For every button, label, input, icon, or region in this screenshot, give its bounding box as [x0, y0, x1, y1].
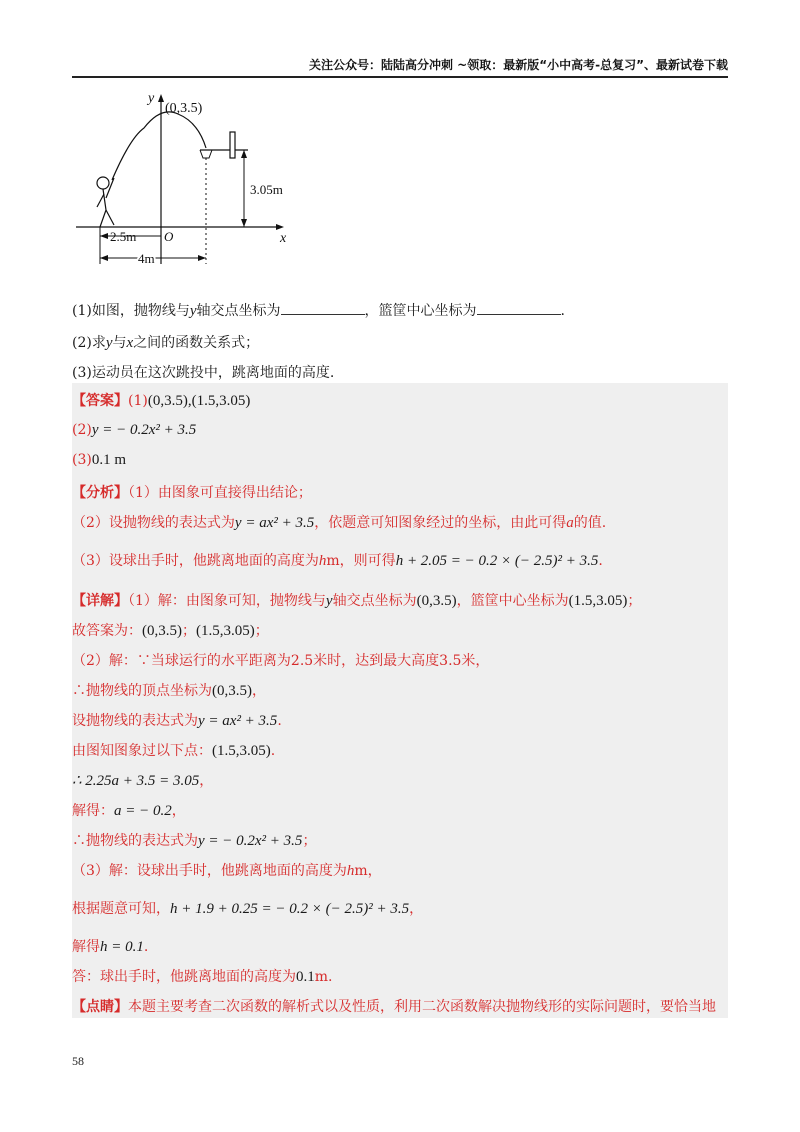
x-axis-label: x: [280, 231, 287, 246]
dim-2-5m-arrow: [100, 233, 108, 239]
detail-line-6: 由图知图象过以下点：(1.5,3.05).: [72, 743, 276, 759]
detail-line-9: ∴抛物线的表达式为y = − 0.2x² + 3.5；: [72, 833, 317, 849]
answer-line-3: (3)0.1 m: [72, 452, 127, 468]
dim-4m-arrow-left: [100, 255, 108, 261]
detail-line-3: （2）解：∵当球运行的水平距离为2.5米时，达到最大高度3.5米，: [72, 653, 490, 669]
answer-line-1: 【答案】(1)(0,3.5),(1.5,3.05): [72, 393, 251, 409]
question-3: (3)运动员在这次跳投中，跳离地面的高度.: [72, 365, 335, 381]
answer-line-2: (2)y = − 0.2x² + 3.5: [72, 422, 197, 438]
detail-line-2: 故答案为：(0,3.5)；(1.5,3.05)；: [72, 623, 269, 639]
vertex-label: (0,3.5): [165, 101, 203, 116]
detail-line-11: 根据题意可知，h + 1.9 + 0.25 = − 0.2 × (− 2.5)² + 3.5，: [72, 901, 424, 917]
x-axis-arrow: [276, 224, 284, 230]
detail-line-8: 解得：a = − 0.2，: [72, 803, 186, 819]
comment-line: 【点睛】本题主要考查二次函数的解析式以及性质，利用二次函数解决抛物线形的实际问题时，要恰当地: [72, 999, 716, 1015]
height-arrow-bottom: [241, 219, 247, 227]
detail-line-13: 答：球出手时，他跳离地面的高度为0.1m.: [72, 969, 333, 985]
analysis-line-3: （3）设球出手时，他跳离地面的高度为hm，则可得h + 2.05 = − 0.2 × (− 2.5)² + 3.5.: [72, 553, 603, 569]
detail-line-4: ∴抛物线的顶点坐标为(0,3.5)，: [72, 683, 266, 699]
question-1: (1)如图，抛物线与y轴交点坐标为 ，篮筐中心坐标为 .: [72, 303, 565, 319]
detail-line-10: （3）解：设球出手时，他跳离地面的高度为hm，: [72, 863, 382, 879]
height-label: 3.05m: [250, 182, 283, 197]
basket-net: [200, 150, 212, 158]
y-axis-label: y: [148, 91, 155, 106]
dim-4m-arrow-right: [198, 255, 206, 261]
player-arm-icon: [97, 194, 104, 207]
page-number: 58: [72, 1054, 84, 1068]
dist-2-5m-label: 2.5m: [110, 229, 137, 244]
detail-line-7: ∴ 2.25a + 3.5 = 3.05，: [72, 773, 214, 789]
answer-blank-1[interactable]: [281, 302, 365, 315]
y-axis-arrow: [158, 94, 164, 102]
height-arrow-top: [241, 150, 247, 158]
analysis-line-1: 【分析】（1）由图象可直接得出结论；: [72, 485, 312, 501]
answer-blank-2[interactable]: [477, 302, 561, 315]
question-2: (2)求y与x之间的函数关系式；: [72, 335, 260, 351]
player-head-icon: [97, 177, 109, 189]
detail-line-5: 设抛物线的表达式为y = ax² + 3.5.: [72, 713, 282, 729]
analysis-line-2: （2）设抛物线的表达式为y = ax² + 3.5，依题意可知图象经过的坐标，由此可得a的值.: [72, 515, 607, 531]
detail-line-12: 解得h = 0.1.: [72, 939, 149, 955]
origin-label: O: [164, 229, 174, 244]
backboard: [230, 132, 235, 158]
answer-section-background: [72, 383, 728, 1018]
dist-4m-label: 4m: [138, 251, 155, 266]
parabola-curve: [112, 112, 206, 180]
detail-line-1: 【详解】（1）解：由图象可知，抛物线与y轴交点坐标为(0,3.5)，篮筐中心坐标为(1.5,3.05)；: [72, 593, 642, 609]
basketball-parabola-figure: [72, 88, 302, 268]
page-header: 关注公众号：陆陆高分冲刺 ~领取：最新版“小中高考-总复习”、最新试卷下载: [72, 56, 728, 78]
